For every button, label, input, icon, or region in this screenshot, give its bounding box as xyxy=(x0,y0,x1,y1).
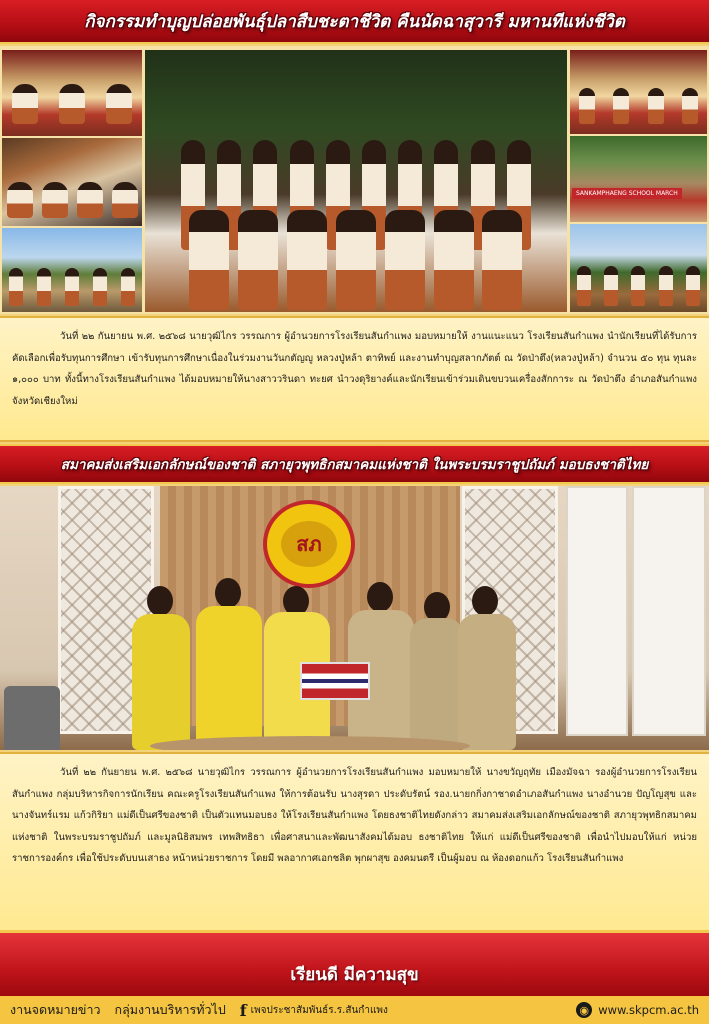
school-march-sign: SANKAMPHAENG SCHOOL MARCH xyxy=(572,188,682,199)
globe-icon: ◉ xyxy=(576,1002,592,1018)
teacher-person-3 xyxy=(458,614,516,750)
hall-students-photo xyxy=(2,138,142,226)
temple-ceremony-photo-1 xyxy=(2,50,142,136)
section1-news-card xyxy=(0,316,709,442)
website-link[interactable] xyxy=(576,1002,699,1018)
section2-paragraph: วันที่ ๒๒ กันยายน พ.ศ. ๒๕๖๘ นายวุฒิไกร วรรณการ ผู้อำนวยการโรงเรียนสันกำแพง มอบหมายให้ นางขวัญฤทัย เมืองมัจฉา รองผู้อำนวยการโรงเรียนสันกำแพง กลุ่มบริหารกิจการนักเรียน คณะครูโรงเรียนสันกำแพง ให้การต้อนรับ นางสุรดา ประดับรัตน์ รอง.นายกกิ่งกาชาดอำเภอสันกำแพง นางอำนวย ปัญโญสุข และนางจันทร์แรม แก้วกิริยา แม่ดีเป็นศรีของชาติ เป็นตัวแทนมอบธง ให้โรงเรียนสันกำแพง โดยธงชาติไทยดังกล่าว สมาคมส่งเสริมเอกลักษณ์ของชาติ สภายุวพุทธิกสมาคมแห่งชาติ ในพระบรมราชูปถัมภ์ และมูลนิธิสมพร เทพสิทธิธา เพื่อศาสนาและพัฒนาสังคมได้มอบ ธงชาติไทย ให้แก่ แม่ดีเป็นศรีของชาติ เพื่อนำไปมอบให้แก่ หน่วยราชการองค์กร เพื่อใช้ประดับบนเสาธง หน้าหน่วยราชการ โดยมี พลอากาศเอกชลิต พุกผาสุข องคมนตรี เป็นผู้มอบ ณ ห้องดอกแก้ว โรงเรียนสันกำแพง xyxy=(12,767,697,864)
street-parade-photo-1 xyxy=(2,228,142,312)
school-slogan: เรียนดี มีความสุข xyxy=(290,965,419,985)
admin-group-label: กลุ่มงานบริหารทั่วไป xyxy=(114,1002,226,1017)
section1-title: กิจกรรมทำบุญปล่อยพันธุ์ปลาสืบชะตาชีวิต คืนนัดฉาสุวารี มหานทีแห่งชีวิต xyxy=(84,11,625,32)
temple-ceremony-photo-2 xyxy=(570,50,707,134)
guest-person-2 xyxy=(196,606,262,750)
teacher-person-2 xyxy=(410,618,464,750)
street-parade-photo-2 xyxy=(570,224,707,312)
school-march-photo xyxy=(570,136,707,222)
chair xyxy=(4,686,60,750)
emblem-text: สภ xyxy=(281,521,337,567)
association-emblem xyxy=(263,500,355,588)
facebook-icon: f xyxy=(239,1000,247,1020)
website-url: www.skpcm.ac.th xyxy=(598,1003,699,1017)
section1-paragraph: วันที่ ๒๒ กันยายน พ.ศ. ๒๕๖๘ นายวุฒิไกร วรรณการ ผู้อำนวยการโรงเรียนสันกำแพง มอบหมายให้ งานแนะแนว โรงเรียนสันกำแพง นำนักเรียนที่ได้รับการคัดเลือกเพื่อรับทุนการศึกษา เข้ารับทุนการศึกษาเนื่องในร่วมงานวันกตัญญู หลวงปู่หล้า ตาทิพย์ และงานทำบุญสลากภัตต์ ณ วัดป่าตึง(หลวงปู่หล้า) จำนวน ๕๐ ทุน ทุนละ ๑,๐๐๐ บาท ทั้งนี้ทางโรงเรียนสันกำแพง ได้มอบหมายให้นางสาววรินดา ทะยศ นำวงดุริยางค์และนักเรียนเข้าร่วมเดินขบวนเครื่องสักการะ ณ วัดป่าตึง อำเภอสันกำแพง จังหวัดเชียงใหม่ xyxy=(12,331,697,407)
newsletter-office-label: งานจดหมายข่าว xyxy=(10,1002,101,1017)
footer-bar xyxy=(0,996,709,1024)
facebook-page-name: เพจประชาสัมพันธ์ร.ร.สันกำแพง xyxy=(250,1004,388,1016)
thai-flag-gift xyxy=(300,662,370,700)
flag-handover-photo xyxy=(0,486,709,750)
section1-banner xyxy=(0,0,709,44)
section2-news-card xyxy=(0,752,709,938)
facebook-page-link[interactable] xyxy=(240,1001,388,1020)
section2-title: สมาคมส่งเสริมเอกลักษณ์ของชาติ สภายุวพุทธิกสมาคมแห่งชาติ ในพระบรมราชูปถัมภ์ มอบธงชาติไทย xyxy=(60,457,649,473)
section2-banner xyxy=(0,444,709,484)
footer-slogan-band xyxy=(0,930,709,996)
activity-photo-collage xyxy=(0,46,709,314)
guest-person-1 xyxy=(132,614,190,750)
round-table xyxy=(150,736,470,750)
main-group-photo xyxy=(145,50,567,312)
